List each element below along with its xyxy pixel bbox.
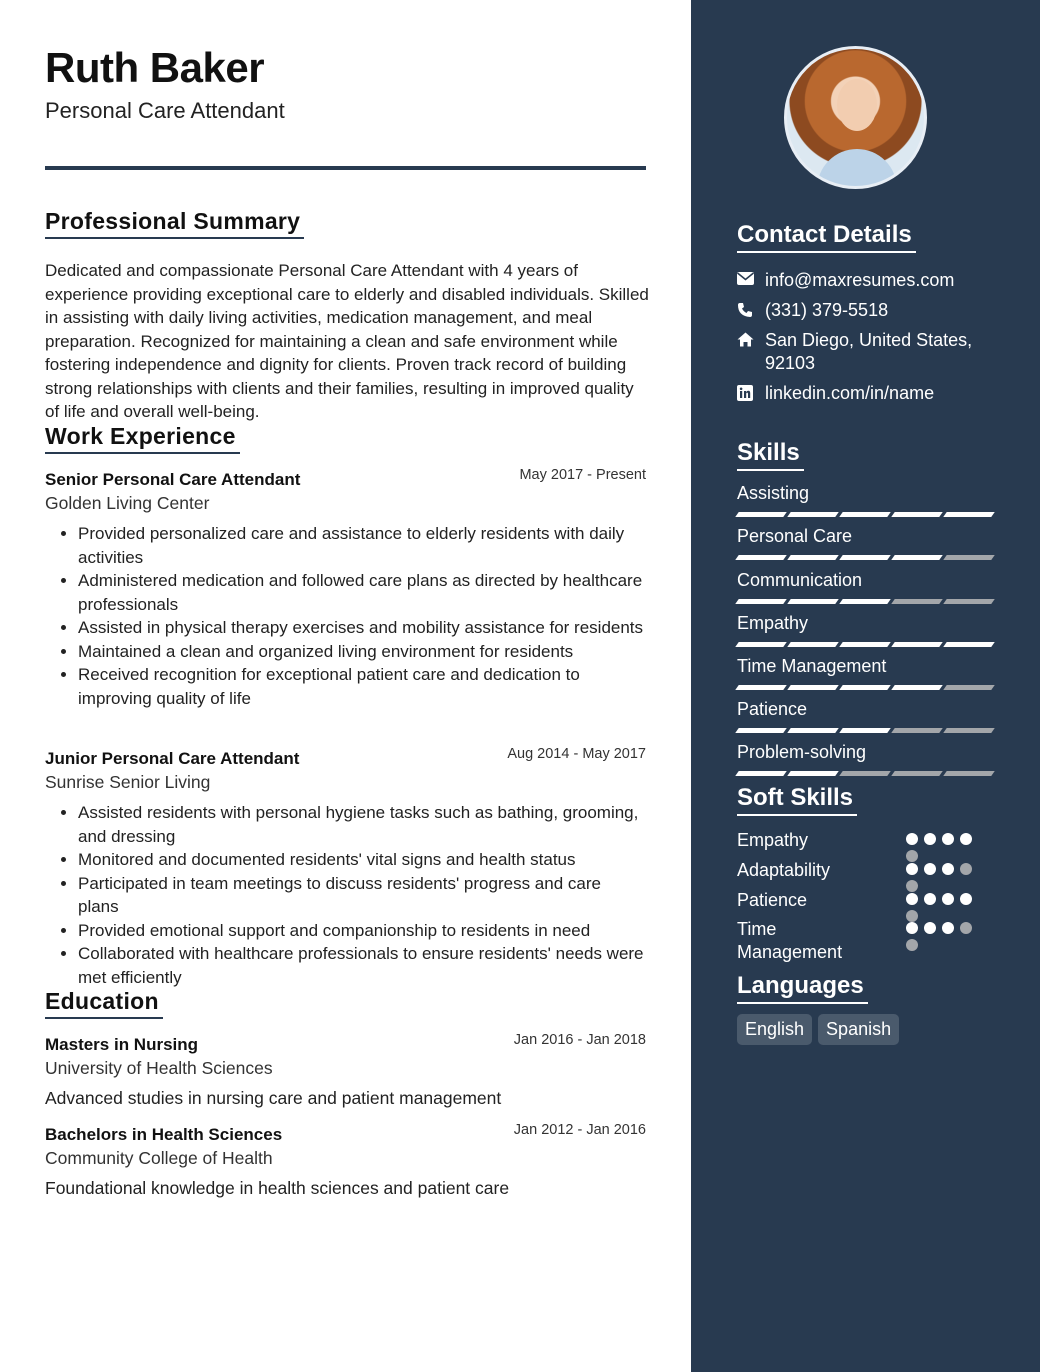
skill-name: Empathy xyxy=(737,613,809,633)
photo-face xyxy=(837,79,877,131)
skill-row xyxy=(737,656,993,690)
education-entry xyxy=(45,1122,646,1199)
job-organization: Golden Living Center xyxy=(45,493,210,513)
header-divider xyxy=(45,166,646,170)
experience-heading: Work Experience xyxy=(45,423,240,454)
skill-segment-filled xyxy=(839,728,891,733)
languages-heading: Languages xyxy=(737,972,868,1004)
soft-skill-name: Empathy xyxy=(737,830,809,850)
skill-segment-filled xyxy=(787,642,839,647)
skill-level-bar xyxy=(737,599,993,604)
skill-segment-filled xyxy=(787,685,839,690)
job-bullets xyxy=(78,801,646,989)
skill-segment-filled xyxy=(735,685,787,690)
list-item: • Provided personalized care and assistance to elderly residents with daily activities xyxy=(78,522,646,569)
linkedin-icon xyxy=(737,382,765,401)
skill-segment-filled xyxy=(735,771,787,776)
rating-dot-empty xyxy=(960,863,972,875)
phone-icon xyxy=(737,299,765,318)
phone-text: (331) 379-5518 xyxy=(765,300,889,320)
language-list xyxy=(737,1014,899,1045)
list-item: • Administered medication and followed care plans as directed by healthcare professionals xyxy=(78,569,646,616)
rating-dot-empty xyxy=(960,922,972,934)
skill-level-bar xyxy=(737,642,993,647)
skill-segment-filled xyxy=(943,512,995,517)
contact-linkedin xyxy=(737,382,934,405)
skill-segment-filled xyxy=(787,599,839,604)
skill-row xyxy=(737,570,993,604)
soft-skill-name: Patience xyxy=(737,890,808,910)
candidate-name: Ruth Baker xyxy=(45,44,265,91)
education-date: Jan 2012 - Jan 2016 xyxy=(513,1122,646,1138)
language-tag: English xyxy=(737,1014,812,1045)
skill-segment-filled xyxy=(735,728,787,733)
skill-segment-filled xyxy=(787,512,839,517)
degree-title: Bachelors in Health Sciences xyxy=(45,1125,283,1144)
skill-segment-filled xyxy=(787,728,839,733)
skill-name: Communication xyxy=(737,570,863,590)
list-item: • Assisted residents with personal hygiene tasks such as bathing, grooming, and dressing xyxy=(78,801,646,848)
skills-heading: Skills xyxy=(737,439,804,471)
rating-dot-filled xyxy=(924,863,936,875)
list-item: • Received recognition for exceptional patient care and dedication to improving quality of life xyxy=(78,663,646,710)
skill-row xyxy=(737,526,993,560)
skill-segment-filled xyxy=(735,599,787,604)
contact-email xyxy=(737,269,954,292)
skill-level-bar xyxy=(737,512,993,517)
skill-segment-filled xyxy=(839,685,891,690)
rating-dot-filled xyxy=(960,833,972,845)
skill-segment-filled xyxy=(839,555,891,560)
rating-dot-filled xyxy=(942,833,954,845)
skill-segment-empty xyxy=(839,771,891,776)
job-bullets xyxy=(78,522,646,710)
profile-photo xyxy=(784,46,927,189)
rating-dot-empty xyxy=(906,850,918,862)
soft-skill-rating xyxy=(906,922,972,934)
skill-row xyxy=(737,483,993,517)
education-entry xyxy=(45,1032,646,1109)
rating-dot-empty xyxy=(906,939,918,951)
contact-address xyxy=(737,329,987,375)
skill-name: Patience xyxy=(737,699,808,719)
skill-segment-filled xyxy=(735,555,787,560)
list-item: • Provided emotional support and companionship to residents in need xyxy=(78,919,646,943)
linkedin-text[interactable]: linkedin.com/in/name xyxy=(765,383,935,403)
school-name: Community College of Health xyxy=(45,1148,273,1168)
contact-heading: Contact Details xyxy=(737,221,916,253)
skill-segment-filled xyxy=(943,642,995,647)
job-title: Senior Personal Care Attendant xyxy=(45,470,301,489)
candidate-role: Personal Care Attendant xyxy=(45,98,285,123)
rating-dot-filled xyxy=(942,922,954,934)
skill-segment-empty xyxy=(943,685,995,690)
rating-dot-filled xyxy=(924,833,936,845)
rating-dot-filled xyxy=(906,893,918,905)
skill-name: Time Management xyxy=(737,656,887,676)
job-title: Junior Personal Care Attendant xyxy=(45,749,300,768)
photo-shirt xyxy=(817,149,897,189)
rating-dot-filled xyxy=(906,922,918,934)
job-date: Aug 2014 - May 2017 xyxy=(507,746,646,762)
rating-dot-filled xyxy=(924,922,936,934)
soft-skill-name: Adaptability xyxy=(737,860,831,880)
skill-segment-filled xyxy=(787,555,839,560)
rating-dot-filled xyxy=(942,863,954,875)
skill-segment-filled xyxy=(839,512,891,517)
email-text[interactable]: info@maxresumes.com xyxy=(765,270,955,290)
skill-segment-filled xyxy=(891,642,943,647)
education-description: Foundational knowledge in health sciences and patient care xyxy=(45,1178,510,1198)
list-item: • Collaborated with healthcare professionals to ensure residents' needs were met efficiently xyxy=(78,942,646,989)
skill-segment-filled xyxy=(891,685,943,690)
job-entry xyxy=(45,467,646,710)
list-item: • Monitored and documented residents' vital signs and health status xyxy=(78,848,646,872)
skill-segment-empty xyxy=(891,599,943,604)
contact-phone xyxy=(737,299,888,322)
education-date: Jan 2016 - Jan 2018 xyxy=(513,1032,646,1048)
skill-segment-empty xyxy=(891,771,943,776)
skill-name: Personal Care xyxy=(737,526,853,546)
skill-level-bar xyxy=(737,728,993,733)
skill-segment-empty xyxy=(943,599,995,604)
rating-dot-filled xyxy=(906,863,918,875)
job-date: May 2017 - Present xyxy=(519,467,646,483)
education-description: Advanced studies in nursing care and patient management xyxy=(45,1088,502,1108)
skill-row xyxy=(737,699,993,733)
language-tag: Spanish xyxy=(818,1014,899,1045)
list-item: • Maintained a clean and organized living environment for residents xyxy=(78,640,646,664)
skill-name: Problem-solving xyxy=(737,742,867,762)
soft-skill-rating xyxy=(906,863,972,875)
skill-segment-filled xyxy=(735,642,787,647)
job-entry xyxy=(45,746,646,989)
list-item: • Assisted in physical therapy exercises and mobility assistance for residents xyxy=(78,616,646,640)
skill-segment-filled xyxy=(891,555,943,560)
skill-segment-empty xyxy=(943,555,995,560)
education-heading: Education xyxy=(45,988,163,1019)
skill-row xyxy=(737,742,993,776)
skill-level-bar xyxy=(737,771,993,776)
skill-segment-filled xyxy=(839,599,891,604)
list-item: • Participated in team meetings to discuss residents' progress and care plans xyxy=(78,872,646,919)
skill-level-bar xyxy=(737,555,993,560)
soft-skill-name: Time Management xyxy=(737,919,843,962)
summary-heading: Professional Summary xyxy=(45,208,304,239)
home-icon xyxy=(737,329,765,347)
envelope-icon xyxy=(737,269,765,285)
soft-skill-rating xyxy=(906,833,972,845)
address-text: San Diego, United States, 92103 xyxy=(765,330,973,373)
rating-dot-filled xyxy=(960,893,972,905)
skill-name: Assisting xyxy=(737,483,810,503)
skill-segment-filled xyxy=(839,642,891,647)
school-name: University of Health Sciences xyxy=(45,1058,273,1078)
skill-segment-filled xyxy=(891,512,943,517)
skill-segment-empty xyxy=(943,728,995,733)
rating-dot-filled xyxy=(942,893,954,905)
rating-dot-empty xyxy=(906,880,918,892)
rating-dot-filled xyxy=(906,833,918,845)
degree-title: Masters in Nursing xyxy=(45,1035,199,1054)
skill-segment-filled xyxy=(787,771,839,776)
skill-segment-empty xyxy=(891,728,943,733)
rating-dot-empty xyxy=(906,910,918,922)
summary-text: Dedicated and compassionate Personal Care Attendant with 4 years of experience providing exceptional care to elderly and disabled individuals. Skilled in assisting with daily living activities, medication management, and meal preparation. Recognized for maintaining a clean and safe environment while fostering independence and dignity for clients. Proven track record of building strong relationships with clients and their families, resulting in improved quality of life and overall well-being. xyxy=(45,261,649,421)
rating-dot-filled xyxy=(924,893,936,905)
skill-row xyxy=(737,613,993,647)
job-organization: Sunrise Senior Living xyxy=(45,772,211,792)
soft-skills-heading: Soft Skills xyxy=(737,784,857,816)
skill-segment-filled xyxy=(735,512,787,517)
skill-segment-empty xyxy=(943,771,995,776)
soft-skill-rating xyxy=(906,893,972,905)
skill-level-bar xyxy=(737,685,993,690)
